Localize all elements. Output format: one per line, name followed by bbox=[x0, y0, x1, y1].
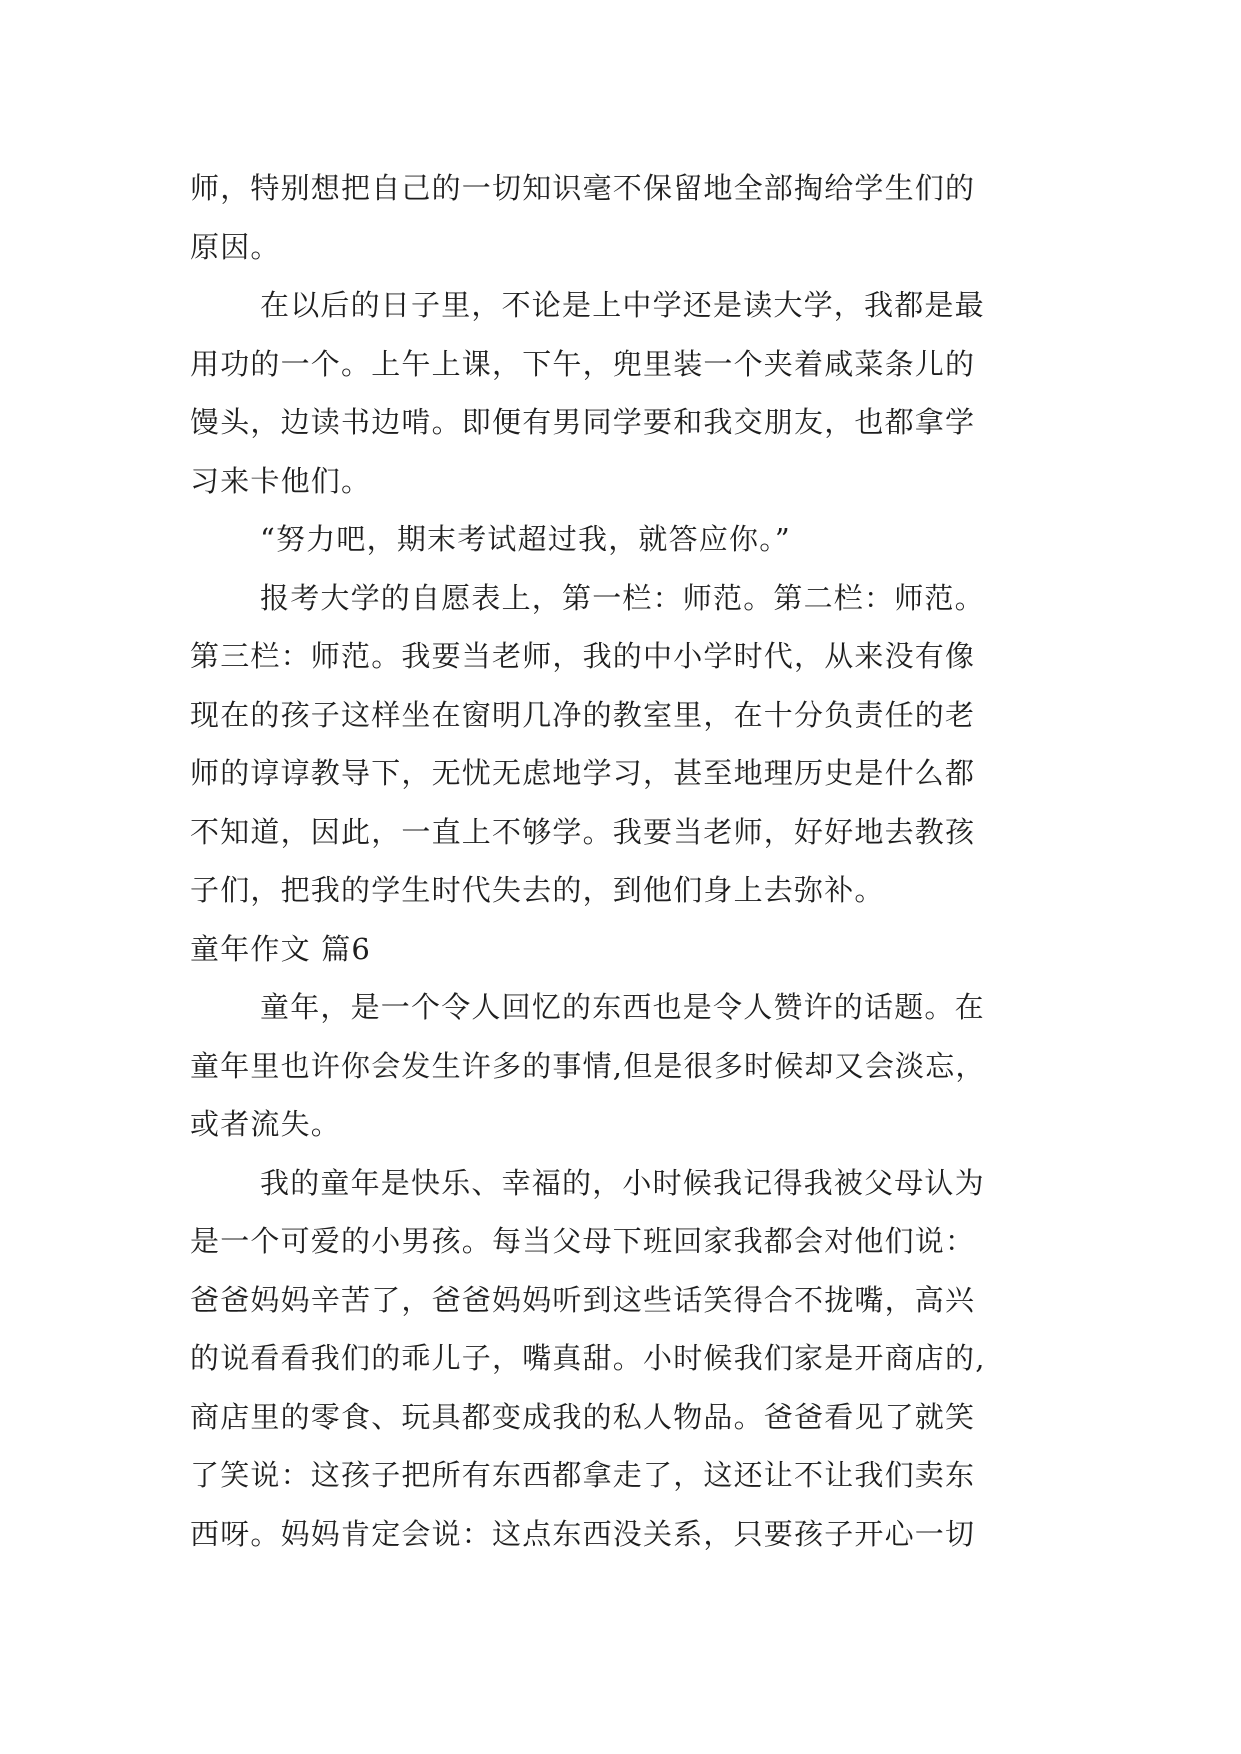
text-line: 或者流失。 bbox=[190, 1107, 342, 1141]
text-line: 是一个可爱的小男孩。每当父母下班回家我都会对他们说： bbox=[190, 1224, 976, 1258]
section-heading: 童年作文 篇6 bbox=[190, 931, 372, 966]
text-line: 馒头，边读书边啃。即便有男同学要和我交朋友，也都拿学 bbox=[190, 405, 976, 439]
paragraph-start-line: 我的童年是快乐、幸福的，小时候我记得我被父母认为 bbox=[260, 1165, 985, 1200]
text-line: 原因。 bbox=[190, 229, 281, 264]
paragraph-start-line: 报考大学的自愿表上，第一栏：师范。第二栏：师范。 bbox=[260, 580, 985, 615]
text-line: 商店里的零食、玩具都变成我的私人物品。爸爸看见了就笑 bbox=[190, 1399, 976, 1434]
text-line: 了笑说：这孩子把所有东西都拿走了，这还让不让我们卖东 bbox=[190, 1458, 976, 1492]
text-line: 师，特别想把自己的一切知识毫不保留地全部掏给学生们的 bbox=[190, 171, 976, 205]
paragraph-start-line: 在以后的日子里，不论是上中学还是读大学，我都是最 bbox=[260, 288, 985, 322]
text-line: 子们，把我的学生时代失去的，到他们身上去弥补。 bbox=[190, 873, 885, 907]
text-line: 习来卡他们。 bbox=[190, 463, 372, 498]
text-line: 第三栏：师范。我要当老师，我的中小学时代，从来没有像 bbox=[190, 639, 976, 673]
text-line: 西呀。妈妈肯定会说：这点东西没关系，只要孩子开心一切 bbox=[190, 1516, 976, 1551]
text-line: 爸爸妈妈辛苦了，爸爸妈妈听到这些话笑得合不拢嘴，高兴 bbox=[190, 1282, 976, 1317]
document-body bbox=[190, 159, 1060, 1563]
text-line: 用功的一个。上午上课，下午，兜里装一个夹着咸菜条儿的 bbox=[190, 346, 976, 381]
text-line: 的说看看我们的乖儿子，嘴真甜。小时候我们家是开商店的, bbox=[190, 1341, 986, 1375]
text-line: 不知道，因此，一直上不够学。我要当老师，好好地去教孩 bbox=[190, 814, 976, 849]
text-line: 童年里也许你会发生许多的事情,但是很多时候却又会淡忘， bbox=[190, 1048, 986, 1083]
text-line: 现在的孩子这样坐在窗明几净的教室里，在十分负责任的老 bbox=[190, 697, 976, 732]
paragraph-start-line: 童年，是一个令人回忆的东西也是令人赞许的话题。在 bbox=[260, 990, 985, 1024]
text-line: 师的谆谆教导下，无忧无虑地学习，甚至地理历史是什么都 bbox=[190, 756, 976, 790]
paragraph-start-line: “努力吧，期末考试超过我，就答应你。” bbox=[260, 522, 791, 556]
